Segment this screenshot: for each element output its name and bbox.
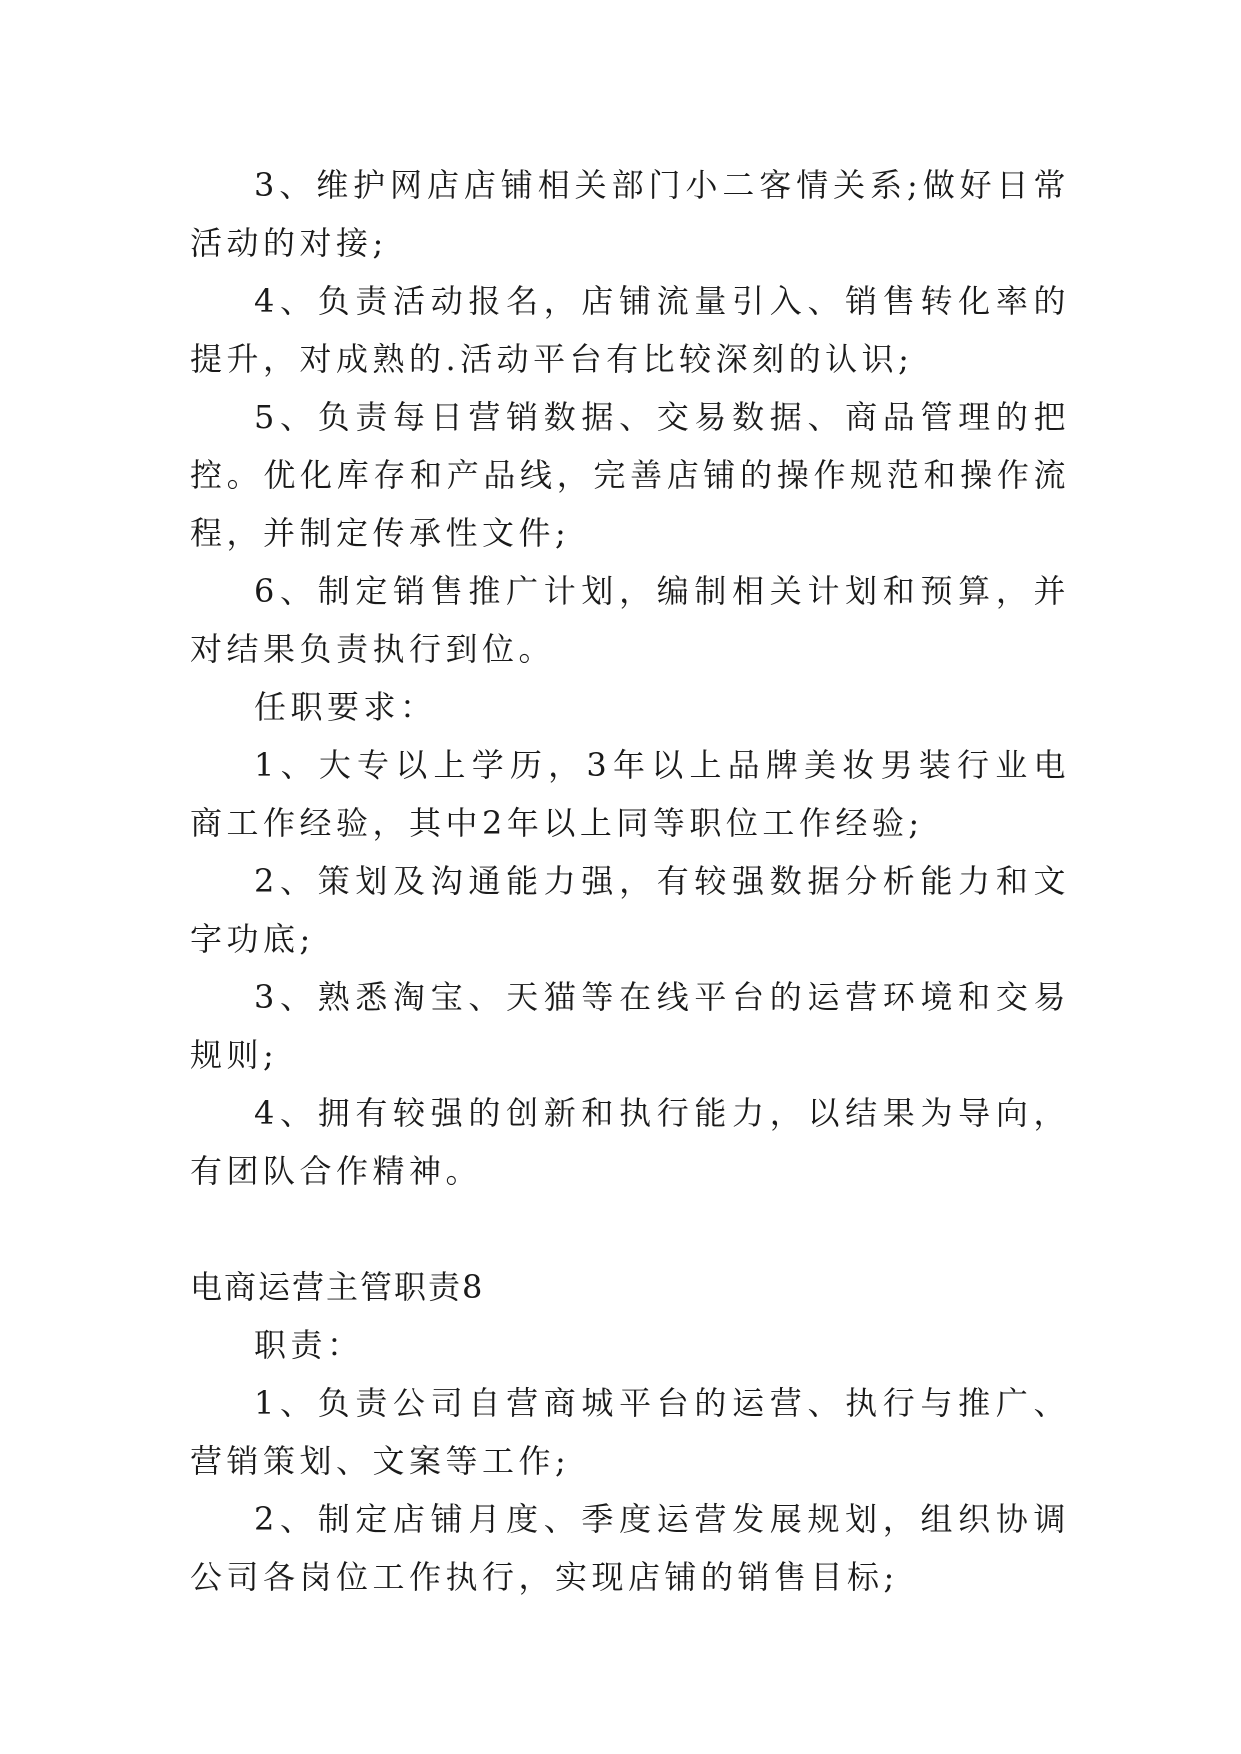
paragraph-duty-5: 5、负责每日营销数据、交易数据、商品管理的把控。优化库存和产品线，完善店铺的操作规范和操作流程，并制定传承性文件; — [190, 398, 1070, 552]
paragraph-requirements-heading: 任职要求： — [254, 688, 437, 726]
paragraph-requirement-3: 3、熟悉淘宝、天猫等在线平台的运营环境和交易规则; — [190, 978, 1070, 1074]
paragraph-requirement-2: 2、策划及沟通能力强，有较强数据分析能力和文字功底; — [190, 862, 1070, 958]
paragraph-duty-4: 4、负责活动报名，店铺流量引入、销售转化率的提升，对成熟的.活动平台有比较深刻的认识; — [190, 282, 1070, 378]
paragraph-requirement-1: 1、大专以上学历，3年以上品牌美妆男装行业电商工作经验，其中2年以上同等职位工作经验; — [190, 746, 1070, 842]
paragraph-duty-item-1: 1、负责公司自营商城平台的运营、执行与推广、营销策划、文案等工作; — [190, 1384, 1070, 1480]
paragraph-duty-item-2: 2、制定店铺月度、季度运营发展规划，组织协调公司各岗位工作执行，实现店铺的销售目标; — [190, 1500, 1070, 1596]
section-title: 电商运营主管职责8 — [190, 1268, 485, 1306]
document-body — [190, 156, 1070, 1606]
paragraph-duty-3: 3、维护网店店铺相关部门小二客情关系;做好日常活动的对接; — [190, 166, 1070, 262]
paragraph-duties-heading: 职责： — [254, 1326, 364, 1364]
paragraph-duty-6: 6、制定销售推广计划，编制相关计划和预算，并对结果负责执行到位。 — [190, 572, 1070, 668]
paragraph-requirement-4: 4、拥有较强的创新和执行能力，以结果为导向，有团队合作精神。 — [190, 1094, 1070, 1190]
